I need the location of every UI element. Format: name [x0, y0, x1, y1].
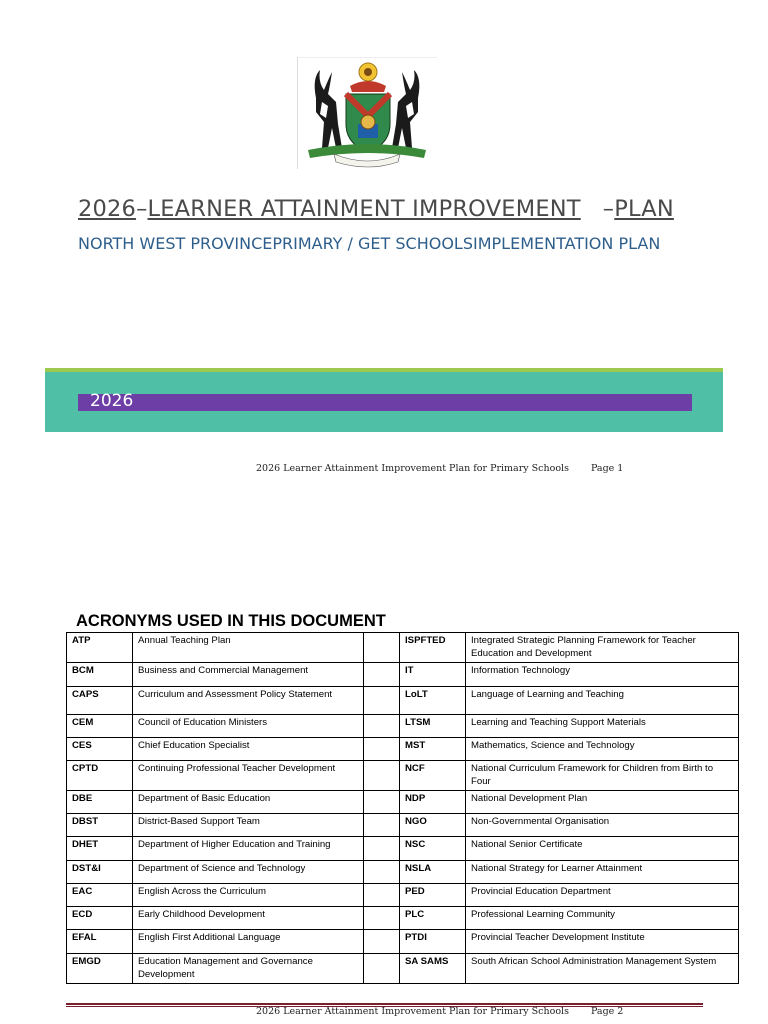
definition-cell: Early Childhood Development	[133, 907, 364, 930]
footer-rule	[66, 1003, 703, 1005]
acronym-cell: EMGD	[67, 954, 133, 984]
definition-cell: Learning and Teaching Support Materials	[466, 715, 739, 738]
table-row	[67, 884, 739, 907]
acronym-cell: CES	[67, 738, 133, 761]
spacer-cell	[364, 687, 400, 715]
subtitle-province: NORTH WEST PROVINCE	[78, 234, 273, 253]
definition-cell: Language of Learning and Teaching	[466, 687, 739, 715]
acronym-cell: EAC	[67, 884, 133, 907]
definition-cell: National Curriculum Framework for Children from Birth to Four	[466, 761, 739, 791]
acronym-cell: EFAL	[67, 930, 133, 954]
acronym-cell: DBE	[67, 791, 133, 814]
acronym-cell: DBST	[67, 814, 133, 837]
table-row	[67, 687, 739, 715]
table-row	[67, 954, 739, 984]
definition-cell: Department of Science and Technology	[133, 861, 364, 884]
definition-cell: Chief Education Specialist	[133, 738, 364, 761]
band-year: 2026	[90, 391, 134, 411]
table-row	[67, 663, 739, 687]
table-row	[67, 761, 739, 791]
acronym-cell: LoLT	[400, 687, 466, 715]
definition-cell: District-Based Support Team	[133, 814, 364, 837]
acronym-cell: ATP	[67, 633, 133, 663]
cover-band-top-stripe	[45, 368, 723, 372]
spacer-cell	[364, 954, 400, 984]
acronym-cell: NDP	[400, 791, 466, 814]
title-year: 2026	[78, 196, 137, 222]
acronyms-table	[66, 632, 739, 984]
acronym-cell: CPTD	[67, 761, 133, 791]
table-row	[67, 837, 739, 861]
subtitle-schools: PRIMARY / GET SCHOOLS	[272, 234, 473, 253]
acronym-cell: PED	[400, 884, 466, 907]
table-row	[67, 791, 739, 814]
acronym-cell: PLC	[400, 907, 466, 930]
footer-text: 2026 Learner Attainment Improvement Plan for Primary Schools	[256, 463, 569, 474]
definition-cell: National Strategy for Learner Attainment	[466, 861, 739, 884]
definition-cell: Professional Learning Community	[466, 907, 739, 930]
footer-page-number: Page 2	[590, 1006, 624, 1017]
document-subtitle	[78, 234, 660, 253]
acronym-cell: ISPFTED	[400, 633, 466, 663]
definition-cell: Integrated Strategic Planning Framework for Teacher Education and Development	[466, 633, 739, 663]
definition-cell: Council of Education Ministers	[133, 715, 364, 738]
spacer-cell	[364, 791, 400, 814]
acronym-cell: ECD	[67, 907, 133, 930]
definition-cell: Mathematics, Science and Technology	[466, 738, 739, 761]
definition-cell: Education Management and Governance Development	[133, 954, 364, 984]
acronym-cell: CAPS	[67, 687, 133, 715]
subtitle-plan: IMPLEMENTATION PLAN	[473, 234, 661, 253]
definition-cell: Business and Commercial Management	[133, 663, 364, 687]
acronym-cell: MST	[400, 738, 466, 761]
footer-page-number: Page 1	[590, 463, 624, 474]
spacer-cell	[364, 814, 400, 837]
table-row	[67, 907, 739, 930]
definition-cell: South African School Administration Management System	[466, 954, 739, 984]
spacer-cell	[364, 715, 400, 738]
table-row	[67, 738, 739, 761]
acronyms-heading: ACRONYMS USED IN THIS DOCUMENT	[76, 612, 386, 630]
acronym-cell: LTSM	[400, 715, 466, 738]
definition-cell: Department of Higher Education and Training	[133, 837, 364, 861]
year-bar	[78, 394, 692, 411]
page-footer-1	[256, 463, 623, 474]
acronym-cell: NSLA	[400, 861, 466, 884]
definition-cell: Annual Teaching Plan	[133, 633, 364, 663]
acronym-cell: SA SAMS	[400, 954, 466, 984]
title-plan: PLAN	[614, 196, 674, 222]
coat-of-arms-logo	[297, 57, 437, 169]
spacer-cell	[364, 930, 400, 954]
definition-cell: Provincial Education Department	[466, 884, 739, 907]
acronym-cell: NGO	[400, 814, 466, 837]
spacer-cell	[364, 884, 400, 907]
spacer-cell	[364, 633, 400, 663]
definition-cell: National Development Plan	[466, 791, 739, 814]
definition-cell: National Senior Certificate	[466, 837, 739, 861]
footer-text: 2026 Learner Attainment Improvement Plan for Primary Schools	[256, 1006, 569, 1017]
spacer-cell	[364, 907, 400, 930]
acronym-cell: DST&I	[67, 861, 133, 884]
page-footer-2	[256, 1006, 623, 1017]
definition-cell: Continuing Professional Teacher Development	[133, 761, 364, 791]
definition-cell: Non-Governmental Organisation	[466, 814, 739, 837]
title-dash: –	[136, 196, 148, 222]
table-row	[67, 861, 739, 884]
spacer-cell	[364, 663, 400, 687]
table-row	[67, 814, 739, 837]
title-main: LEARNER ATTAINMENT IMPROVEMENT	[147, 196, 581, 222]
definition-cell: Information Technology	[466, 663, 739, 687]
definition-cell: Department of Basic Education	[133, 791, 364, 814]
spacer-cell	[364, 861, 400, 884]
definition-cell: Provincial Teacher Development Institute	[466, 930, 739, 954]
acronym-cell: DHET	[67, 837, 133, 861]
definition-cell: English Across the Curriculum	[133, 884, 364, 907]
table-row	[67, 930, 739, 954]
table-row	[67, 715, 739, 738]
table-row	[67, 633, 739, 663]
definition-cell: English First Additional Language	[133, 930, 364, 954]
definition-cell: Curriculum and Assessment Policy Statement	[133, 687, 364, 715]
acronym-cell: PTDI	[400, 930, 466, 954]
acronym-cell: IT	[400, 663, 466, 687]
acronym-cell: CEM	[67, 715, 133, 738]
acronym-cell: NCF	[400, 761, 466, 791]
spacer-cell	[364, 837, 400, 861]
spacer-cell	[364, 761, 400, 791]
document-title	[78, 196, 674, 222]
title-spacer: –	[580, 196, 615, 222]
acronym-cell: BCM	[67, 663, 133, 687]
acronym-cell: NSC	[400, 837, 466, 861]
spacer-cell	[364, 738, 400, 761]
